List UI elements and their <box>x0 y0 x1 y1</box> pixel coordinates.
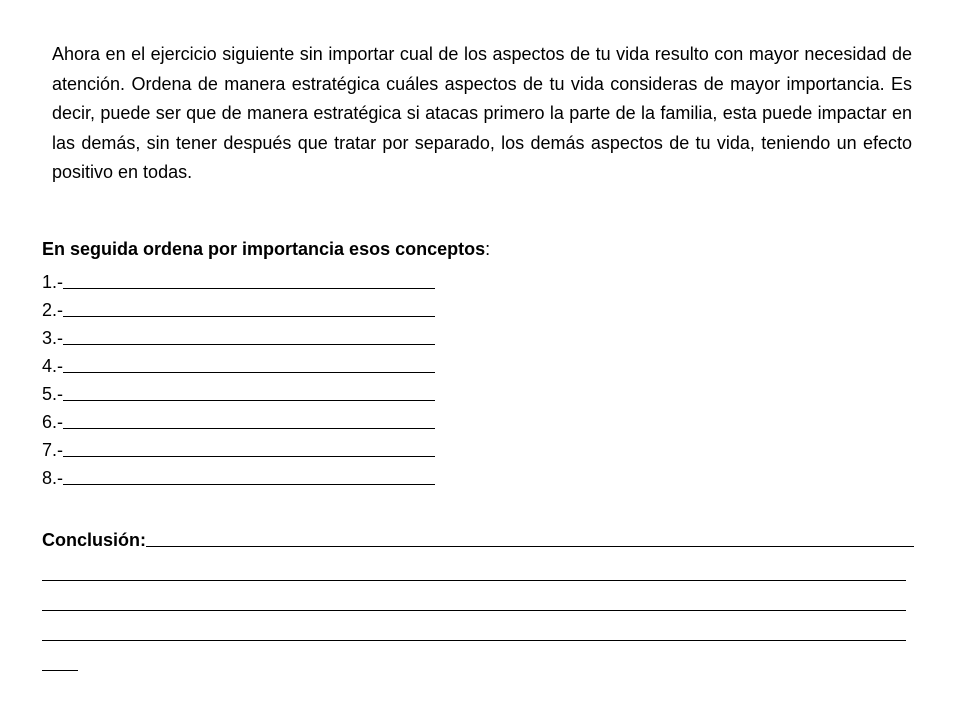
conclusion-blank-line-end[interactable] <box>42 641 78 671</box>
answer-blank-line[interactable] <box>63 354 435 373</box>
list-item-number: 8.- <box>42 468 64 488</box>
list-item <box>42 405 435 433</box>
intro-paragraph: Ahora en el ejercicio siguiente sin importar cual de los aspectos de tu vida resulto con mayor necesidad de atención. Ordena de manera estratégica cuáles aspectos de tu vida consideras de mayor importancia. Es decir, puede ser que de manera estratégica si atacas primero la parte de la familia, esta puede impactar en las demás, sin tener después que tratar por separado, los demás aspectos de tu vida, teniendo un efecto positivo en todas. <box>52 44 912 182</box>
list-item <box>42 265 435 293</box>
list-item-number: 5.- <box>42 384 64 404</box>
answer-blank-line[interactable] <box>63 270 435 289</box>
conclusion-label: Conclusión: <box>42 530 146 550</box>
ranking-list <box>42 265 435 489</box>
answer-blank-line[interactable] <box>63 382 435 401</box>
instructions-heading-text: En seguida ordena por importancia esos conceptos <box>42 239 486 259</box>
instructions-heading-suffix: : <box>485 239 491 259</box>
conclusion-blank-line[interactable] <box>42 551 906 581</box>
list-item-number: 2.- <box>42 300 64 320</box>
answer-blank-line[interactable] <box>63 298 435 317</box>
list-item <box>42 293 435 321</box>
list-item <box>42 321 435 349</box>
list-item-number: 4.- <box>42 356 64 376</box>
conclusion-blank-line[interactable] <box>146 528 914 547</box>
list-item <box>42 433 435 461</box>
instructions-heading <box>42 236 490 263</box>
conclusion-section <box>42 523 914 671</box>
conclusion-first-row <box>42 523 914 551</box>
answer-blank-line[interactable] <box>63 438 435 457</box>
list-item <box>42 377 435 405</box>
list-item-number: 3.- <box>42 328 64 348</box>
answer-blank-line[interactable] <box>63 326 435 345</box>
list-item-number: 7.- <box>42 440 64 460</box>
list-item-number: 1.- <box>42 272 64 292</box>
list-item-number: 6.- <box>42 412 64 432</box>
list-item <box>42 349 435 377</box>
conclusion-blank-line[interactable] <box>42 581 906 611</box>
answer-blank-line[interactable] <box>63 466 435 485</box>
conclusion-blank-line[interactable] <box>42 611 906 641</box>
list-item <box>42 461 435 489</box>
answer-blank-line[interactable] <box>63 410 435 429</box>
